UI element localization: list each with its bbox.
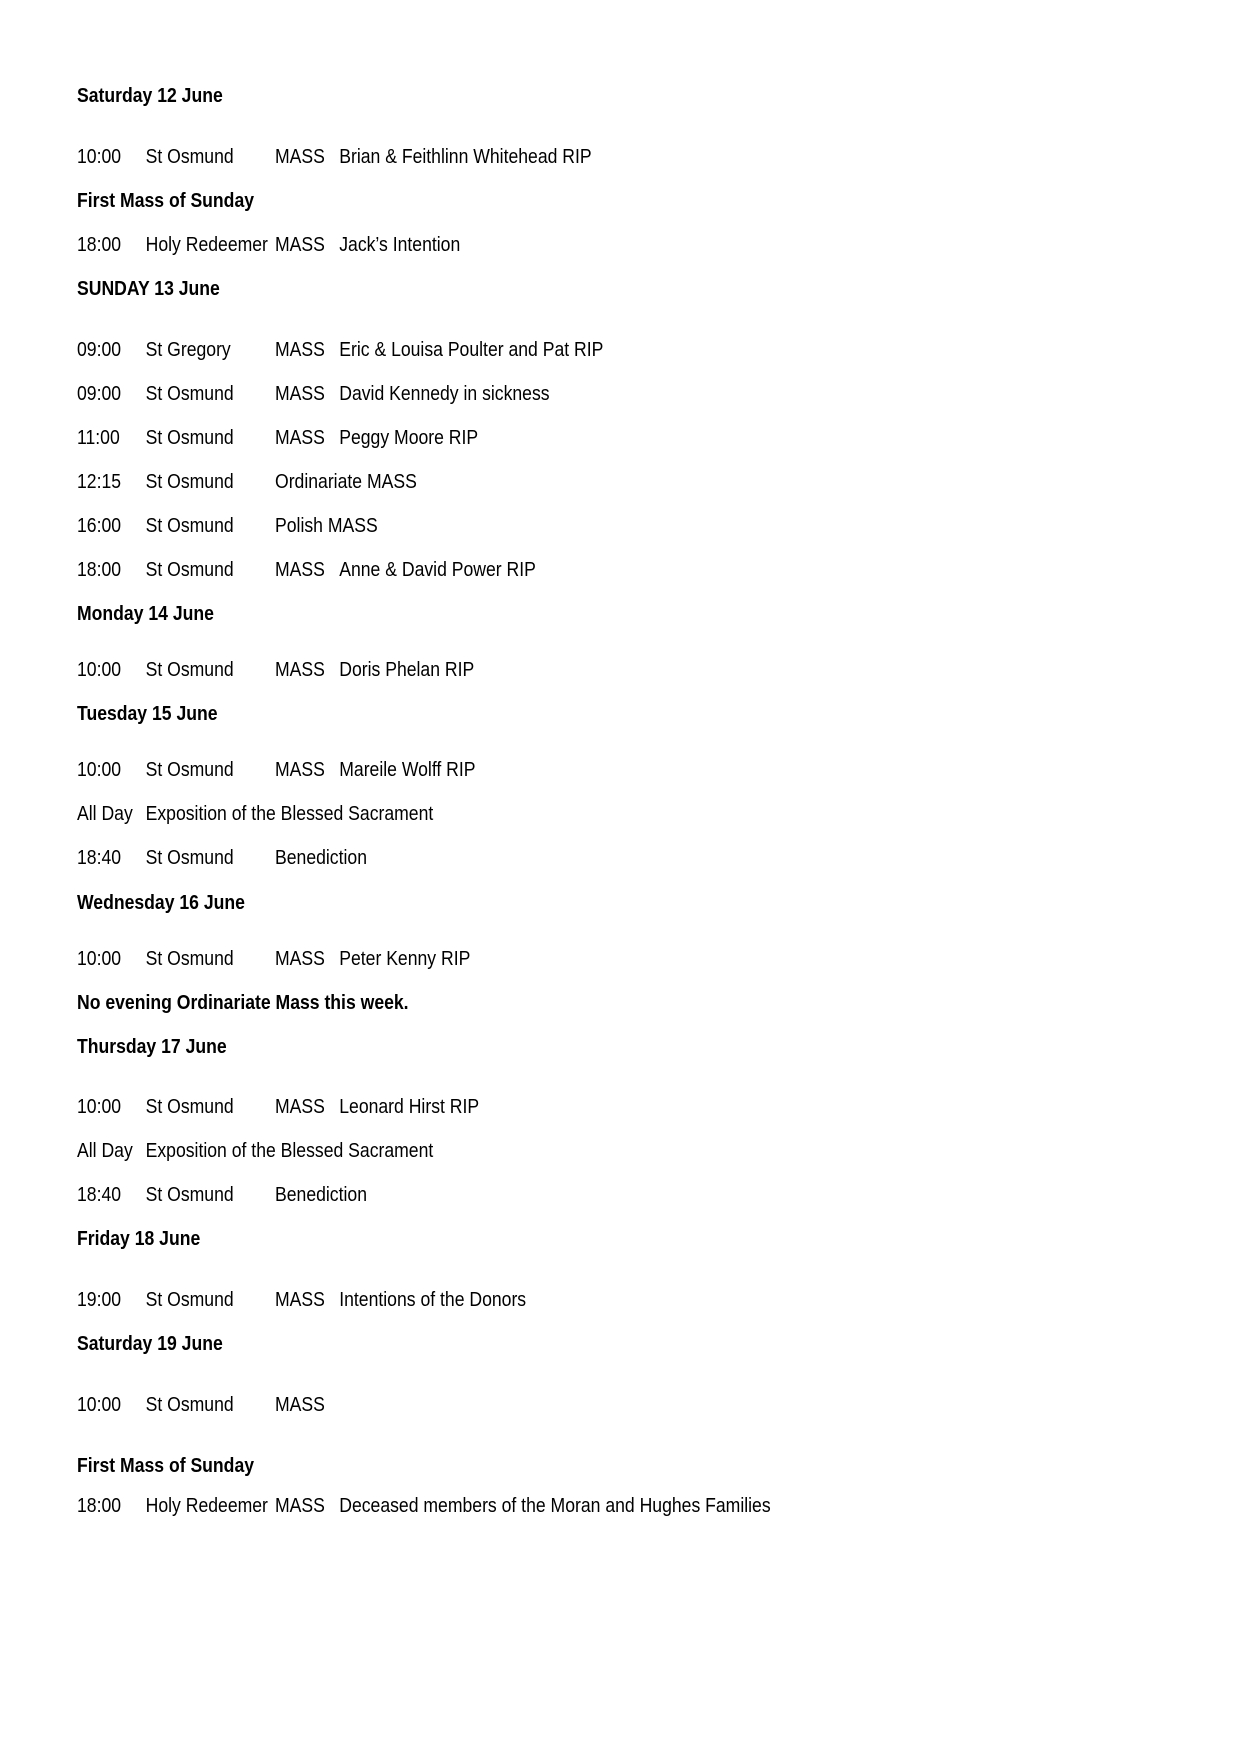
entry-church: St Osmund: [145, 1096, 234, 1118]
entry-intention: Deceased members of the Moran and Hughes Families: [339, 1495, 771, 1517]
entry-type: MASS: [275, 339, 325, 361]
entry-church: St Gregory: [145, 339, 231, 361]
entry-intention: Eric & Louisa Poulter and Pat RIP: [339, 339, 604, 361]
entry-church: St Osmund: [145, 427, 234, 449]
entry-church: St Osmund: [145, 948, 234, 970]
entry-intention: Jack’s Intention: [339, 234, 461, 256]
entry-type: MASS: [275, 1394, 325, 1416]
entry-intention: Brian & Feithlinn Whitehead RIP: [339, 146, 592, 168]
entry-time: All Day: [77, 803, 133, 825]
day-heading: SUNDAY 13 June: [77, 278, 220, 300]
entry-church: St Osmund: [145, 471, 234, 493]
section-heading: First Mass of Sunday: [77, 190, 255, 212]
day-heading: Saturday 19 June: [77, 1333, 223, 1355]
day-heading: Wednesday 16 June: [77, 892, 245, 914]
entry-time: 18:40: [77, 1184, 122, 1206]
entry-time: All Day: [77, 1140, 133, 1162]
entry-type: MASS: [275, 1096, 325, 1118]
entry-time: 19:00: [77, 1289, 122, 1311]
entry-time: 18:00: [77, 234, 122, 256]
entry-type: Ordinariate MASS: [275, 471, 417, 493]
entry-church: St Osmund: [145, 383, 234, 405]
entry-time: 10:00: [77, 948, 122, 970]
entry-time: 11:00: [77, 427, 120, 449]
entry-type: MASS: [275, 659, 325, 681]
entry-type: MASS: [275, 948, 325, 970]
entry-church: Holy Redeemer: [145, 1495, 268, 1517]
notice-heading: No evening Ordinariate Mass this week.: [77, 992, 409, 1014]
entry-time: 10:00: [77, 1394, 122, 1416]
section-heading: First Mass of Sunday: [77, 1455, 255, 1477]
entry-intention: Peter Kenny RIP: [339, 948, 471, 970]
entry-time: 09:00: [77, 339, 122, 361]
entry-type: MASS: [275, 559, 325, 581]
entry-intention: Mareile Wolff RIP: [339, 759, 476, 781]
entry-time: 10:00: [77, 146, 122, 168]
entry-church: St Osmund: [145, 1394, 234, 1416]
entry-church: St Osmund: [145, 1289, 234, 1311]
entry-time: 09:00: [77, 383, 122, 405]
entry-church: Exposition of the Blessed Sacrament: [145, 803, 434, 825]
entry-type: Benediction: [275, 847, 367, 869]
entry-church: St Osmund: [145, 847, 234, 869]
day-heading: Saturday 12 June: [77, 85, 223, 107]
entry-type: MASS: [275, 383, 325, 405]
entry-type: MASS: [275, 759, 325, 781]
entry-type: MASS: [275, 1495, 325, 1517]
day-heading: Thursday 17 June: [77, 1036, 227, 1058]
entry-time: 18:40: [77, 847, 122, 869]
day-heading: Tuesday 15 June: [77, 703, 218, 725]
entry-church: St Osmund: [145, 659, 234, 681]
entry-intention: Doris Phelan RIP: [339, 659, 475, 681]
entry-intention: Intentions of the Donors: [339, 1289, 527, 1311]
entry-intention: Leonard Hirst RIP: [339, 1096, 480, 1118]
entry-type: Polish MASS: [275, 515, 378, 537]
entry-intention: Peggy Moore RIP: [339, 427, 479, 449]
entry-intention: David Kennedy in sickness: [339, 383, 550, 405]
entry-time: 12:15: [77, 471, 122, 493]
entry-time: 16:00: [77, 515, 122, 537]
entry-time: 18:00: [77, 559, 122, 581]
entry-type: Benediction: [275, 1184, 367, 1206]
entry-church: St Osmund: [145, 559, 234, 581]
entry-type: MASS: [275, 1289, 325, 1311]
entry-church: St Osmund: [145, 146, 234, 168]
entry-type: MASS: [275, 234, 325, 256]
entry-time: 10:00: [77, 659, 122, 681]
day-heading: Monday 14 June: [77, 603, 214, 625]
entry-church: St Osmund: [145, 1184, 234, 1206]
entry-church: Exposition of the Blessed Sacrament: [145, 1140, 434, 1162]
entry-intention: Anne & David Power RIP: [339, 559, 536, 581]
entry-time: 18:00: [77, 1495, 122, 1517]
entry-time: 10:00: [77, 759, 122, 781]
entry-church: St Osmund: [145, 759, 234, 781]
entry-time: 10:00: [77, 1096, 122, 1118]
entry-type: MASS: [275, 146, 325, 168]
entry-church: St Osmund: [145, 515, 234, 537]
entry-type: MASS: [275, 427, 325, 449]
day-heading: Friday 18 June: [77, 1228, 201, 1250]
entry-church: Holy Redeemer: [145, 234, 268, 256]
